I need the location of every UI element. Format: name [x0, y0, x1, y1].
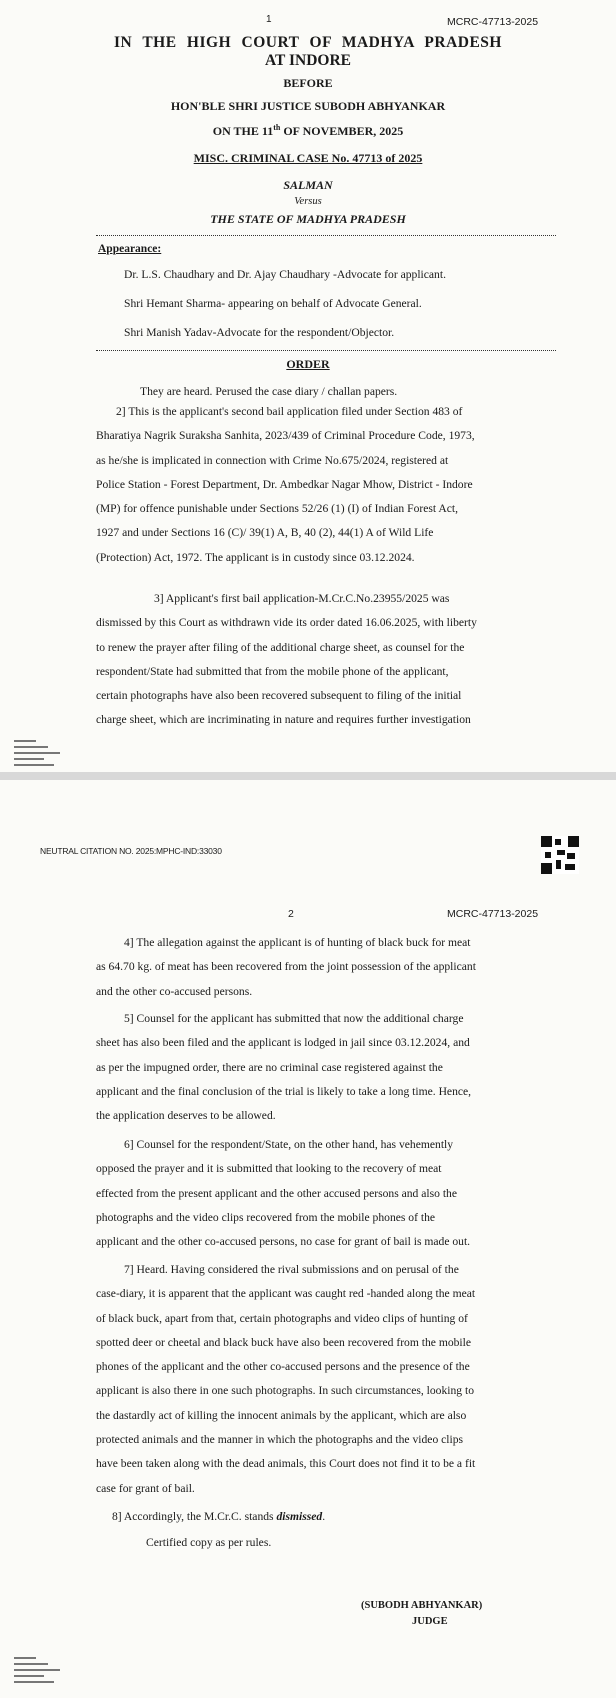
paragraph-8: 8] Accordingly, the M.Cr.C. stands dismissed. [112, 1510, 326, 1523]
court-location: AT INDORE [265, 52, 351, 69]
appearance-line: Dr. L.S. Chaudhary and Dr. Ajay Chaudhary -Advocate for applicant. [124, 268, 446, 281]
order-date: ON THE 11th OF NOVEMBER, 2025 [212, 123, 404, 138]
paragraph-1: They are heard. Perused the case diary / challan papers. [140, 385, 398, 398]
page-number: 1 [266, 14, 272, 25]
judge-signature-name: (SUBODH ABHYANKAR) [361, 1600, 483, 1611]
appearance-line: Shri Hemant Sharma- appearing on behalf of Advocate General. [124, 297, 422, 310]
paragraph-2: 2] This is the applicant's second bail application filed under Section 483 of Bharatiya Nagrik Suraksha Sanhita, 2023/439 of Criminal Procedure Code, 1973, as he/she is implicated in connection with Crime No.675/2024, registered at Police Station - Forest Department, Dr. Ambedkar Nagar Mhow, District - Indore (MP) for offence punishable under Sections 52/26 (1) (I) of Indian Forest Act, 1927 and under Sections 16 (C)/ 39(1) A, B, 40 (2), 44(1) A of Wild Life (Protection) Act, 1972. The applicant is in custody since 03.12.2024. [96, 405, 475, 564]
paragraph-3: 3] Applicant's first bail application-M.Cr.C.No.23955/2025 was dismissed by this Court as withdrawn vide its order dated 16.06.2025, with liberty to renew the prayer after filing of the additional charge sheet, as counsel for the respondent/State had submitted that from the mobile phone of the applicant, certain photographs have also been recovered subsequent to filing of the initial charge sheet, which are incriminating in nature and requires further investigation [96, 592, 477, 727]
paragraph-4: 4] The allegation against the applicant is of hunting of black buck for meat as 64.70 kg. of meat has been recovered from the joint possession of the applicant and the other co-accused persons. [96, 936, 476, 998]
paragraph-6: 6] Counsel for the respondent/State, on the other hand, has vehemently opposed the prayer and it is submitted that looking to the recovery of meat effected from the present applicant and the other accused persons and also the photographs and the video clips recovered from the mobile phones of the applicant and the other co-accused persons, no case for grant of bail is made out. [96, 1138, 471, 1249]
page-number: 2 [288, 908, 294, 920]
page-1 [0, 0, 616, 772]
paragraph-7: 7] Heard. Having considered the rival submissions and on perusal of the case-diary, it is apparent that the applicant was caught red -handed along the meat of black buck, apart from that, certain photographs and video clips of hunting of spotted deer or cheetal and black buck have also been recovered from the mobile phones of the applicant and the other co-accused persons and the presence of the applicant is also there in one such photographs. In such circumstances, looking to the dastardly act of killing the innocent animals by the applicant, which are also protected animals and the manner in which the photographs and the video clips have been taken along with the dead animals, this Court does not find it to be a fit case for grant of bail. [96, 1263, 476, 1495]
versus-label: Versus [294, 196, 322, 207]
judge-signature-title: JUDGE [412, 1616, 448, 1627]
qr-code [541, 836, 579, 874]
paragraph-5: 5] Counsel for the applicant has submitted that now the additional charge sheet has also been filed and the applicant is lodged in jail since 03.12.2024, and as per the impugned order, there are no criminal case registered against the applicant and the final conclusion of the trial is likely to take a long time. Hence, the application deserves to be allowed. [96, 1012, 472, 1123]
divider [96, 235, 556, 236]
case-reference: MCRC-47713-2025 [447, 16, 539, 28]
appearance-label: Appearance: [98, 243, 162, 255]
court-name: IN THE HIGH COURT OF MADHYA PRADESH [114, 34, 502, 51]
case-reference: MCRC-47713-2025 [447, 908, 539, 920]
neutral-citation: NEUTRAL CITATION NO. 2025:MPHC-IND:33030 [40, 846, 222, 856]
digital-signature-stamp [14, 738, 64, 772]
before-label: BEFORE [283, 76, 333, 90]
petitioner: SALMAN [283, 178, 333, 192]
justice-name: HON'BLE SHRI JUSTICE SUBODH ABHYANKAR [170, 99, 446, 113]
certified-copy-note: Certified copy as per rules. [146, 1536, 272, 1549]
order-heading: ORDER [286, 357, 330, 371]
page-2 [0, 780, 616, 1698]
digital-signature-stamp [14, 1655, 64, 1689]
respondent: THE STATE OF MADHYA PRADESH [210, 212, 406, 226]
appearance-line: Shri Manish Yadav-Advocate for the respondent/Objector. [124, 326, 395, 339]
divider [96, 350, 556, 351]
case-number: MISC. CRIMINAL CASE No. 47713 of 2025 [193, 151, 423, 165]
